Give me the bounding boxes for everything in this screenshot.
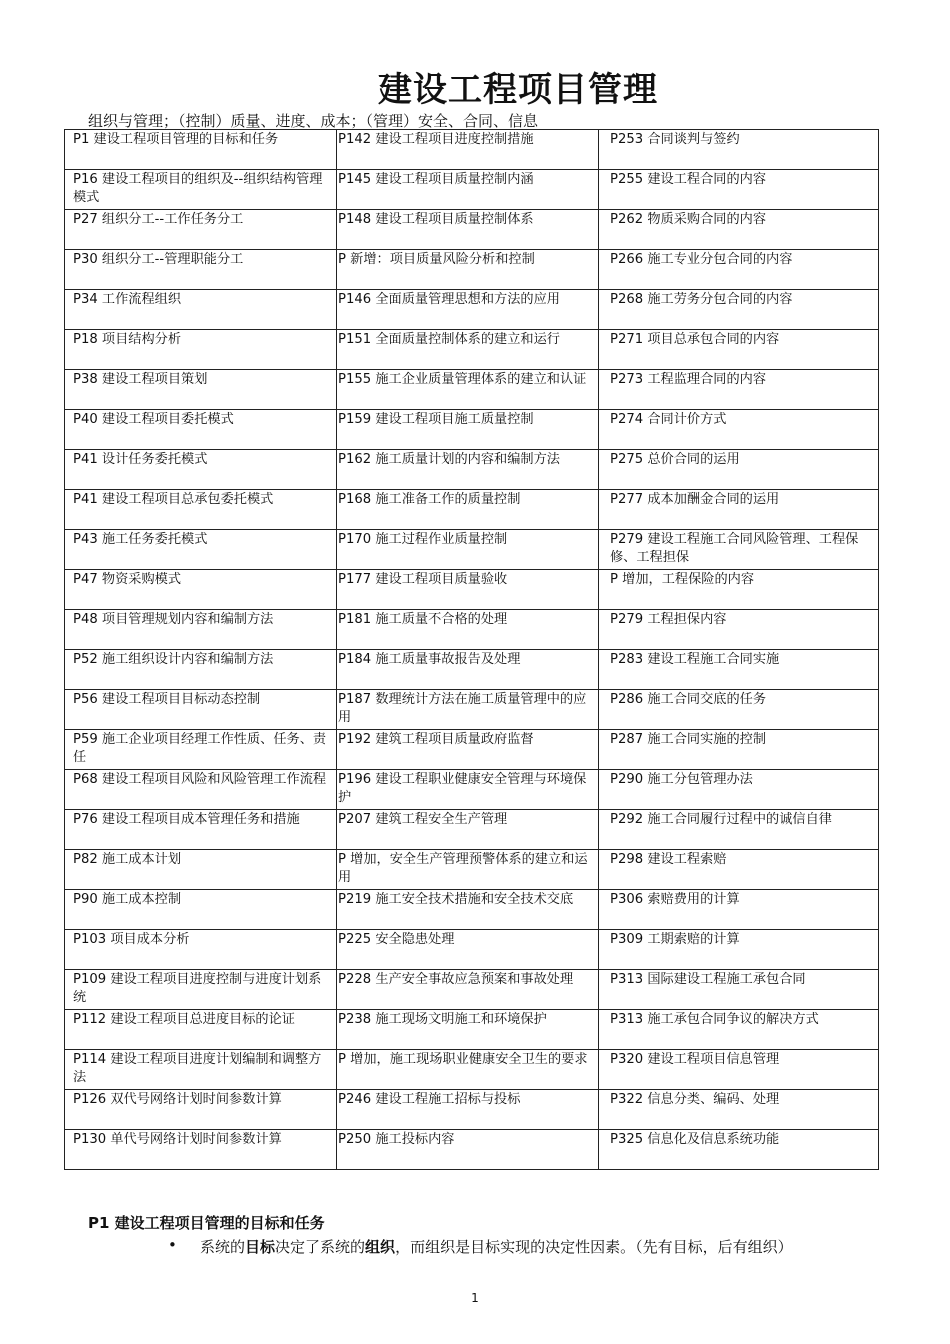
table-cell: P279 建设工程施工合同风险管理、工程保修、工程担保 xyxy=(599,530,879,570)
table-row xyxy=(65,530,879,570)
table-cell: P322 信息分类、编码、处理 xyxy=(599,1090,879,1130)
table-cell: P159 建设工程项目施工质量控制 xyxy=(337,410,599,450)
table-row xyxy=(65,970,879,1010)
table-cell: P225 安全隐患处理 xyxy=(337,930,599,970)
table-cell: P162 施工质量计划的内容和编制方法 xyxy=(337,450,599,490)
table-cell: P 增加，施工现场职业健康安全卫生的要求 xyxy=(337,1050,599,1090)
table-cell: P253 合同谈判与签约 xyxy=(599,130,879,170)
table-row xyxy=(65,130,879,170)
table-cell: P286 施工合同交底的任务 xyxy=(599,690,879,730)
table-cell: P290 施工分包管理办法 xyxy=(599,770,879,810)
table-cell: P266 施工专业分包合同的内容 xyxy=(599,250,879,290)
table-cell: P170 施工过程作业质量控制 xyxy=(337,530,599,570)
table-cell: P 增加，工程保险的内容 xyxy=(599,570,879,610)
table-row xyxy=(65,650,879,690)
table-cell: P 增加，安全生产管理预警体系的建立和运用 xyxy=(337,850,599,890)
table-cell: P238 施工现场文明施工和环境保护 xyxy=(337,1010,599,1050)
table-cell: P16 建设工程项目的组织及--组织结构管理模式 xyxy=(65,170,337,210)
table-cell: P48 项目管理规划内容和编制方法 xyxy=(65,610,337,650)
table-cell: P43 施工任务委托模式 xyxy=(65,530,337,570)
table-row xyxy=(65,850,879,890)
table-cell: P103 项目成本分析 xyxy=(65,930,337,970)
table-cell: P41 设计任务委托模式 xyxy=(65,450,337,490)
table-cell: P47 物资采购模式 xyxy=(65,570,337,610)
bullet-text-part: 系统的 xyxy=(200,1238,246,1256)
table-cell: P262 物质采购合同的内容 xyxy=(599,210,879,250)
table-cell: P59 施工企业项目经理工作性质、任务、责任 xyxy=(65,730,337,770)
page-number: 1 xyxy=(471,1291,479,1305)
table-cell: P1 建设工程项目管理的目标和任务 xyxy=(65,130,337,170)
table-cell: P52 施工组织设计内容和编制方法 xyxy=(65,650,337,690)
bullet-text xyxy=(200,1236,793,1257)
table-cell: P82 施工成本计划 xyxy=(65,850,337,890)
table-cell: P130 单代号网络计划时间参数计算 xyxy=(65,1130,337,1170)
table-cell: P325 信息化及信息系统功能 xyxy=(599,1130,879,1170)
table-row xyxy=(65,490,879,530)
table-cell: P76 建设工程项目成本管理任务和措施 xyxy=(65,810,337,850)
table-row xyxy=(65,890,879,930)
table-cell: P292 施工合同履行过程中的诚信自律 xyxy=(599,810,879,850)
table-row xyxy=(65,690,879,730)
table-cell: P40 建设工程项目委托模式 xyxy=(65,410,337,450)
table-row xyxy=(65,810,879,850)
table-cell: P114 建设工程项目进度计划编制和调整方法 xyxy=(65,1050,337,1090)
table-cell: P228 生产安全事故应急预案和事故处理 xyxy=(337,970,599,1010)
bullet-bold-organization: 组织 xyxy=(365,1238,396,1256)
table-cell: P271 项目总承包合同的内容 xyxy=(599,330,879,370)
table-cell: P246 建设工程施工招标与投标 xyxy=(337,1090,599,1130)
table-cell: P151 全面质量控制体系的建立和运行 xyxy=(337,330,599,370)
table-cell: P268 施工劳务分包合同的内容 xyxy=(599,290,879,330)
table-row xyxy=(65,570,879,610)
table-cell: P192 建筑工程项目质量政府监督 xyxy=(337,730,599,770)
table-cell: P279 工程担保内容 xyxy=(599,610,879,650)
table-row xyxy=(65,330,879,370)
table-cell: P68 建设工程项目风险和风险管理工作流程 xyxy=(65,770,337,810)
table-cell: P30 组织分工--管理职能分工 xyxy=(65,250,337,290)
table-row xyxy=(65,1130,879,1170)
contents-table-body xyxy=(65,130,879,1170)
table-cell: P313 施工承包合同争议的解决方式 xyxy=(599,1010,879,1050)
table-cell: P196 建设工程职业健康安全管理与环境保护 xyxy=(337,770,599,810)
table-cell: P287 施工合同实施的控制 xyxy=(599,730,879,770)
document-subtitle: 组织与管理；（控制）质量、进度、成本；（管理）安全、合同、信息 xyxy=(88,112,539,130)
table-cell: P277 成本加酬金合同的运用 xyxy=(599,490,879,530)
table-row xyxy=(65,930,879,970)
table-cell: P126 双代号网络计划时间参数计算 xyxy=(65,1090,337,1130)
table-cell: P38 建设工程项目策划 xyxy=(65,370,337,410)
table-row xyxy=(65,370,879,410)
table-cell: P41 建设工程项目总承包委托模式 xyxy=(65,490,337,530)
table-cell: P146 全面质量管理思想和方法的应用 xyxy=(337,290,599,330)
table-cell: P275 总价合同的运用 xyxy=(599,450,879,490)
table-cell: P 新增：项目质量风险分析和控制 xyxy=(337,250,599,290)
table-row xyxy=(65,770,879,810)
table-cell: P142 建设工程项目进度控制措施 xyxy=(337,130,599,170)
table-cell: P145 建设工程项目质量控制内涵 xyxy=(337,170,599,210)
table-cell: P177 建设工程项目质量验收 xyxy=(337,570,599,610)
bullet-text-part: 决定了系统的 xyxy=(275,1238,366,1256)
table-row xyxy=(65,450,879,490)
bullet-bold-goal: 目标 xyxy=(245,1238,276,1256)
bullet-text-part: ，而组织是目标实现的决定性因素。（先有目标，后有组织） xyxy=(395,1238,793,1256)
table-cell: P274 合同计价方式 xyxy=(599,410,879,450)
table-cell: P283 建设工程施工合同实施 xyxy=(599,650,879,690)
table-row xyxy=(65,1050,879,1090)
table-cell: P184 施工质量事故报告及处理 xyxy=(337,650,599,690)
section-heading: P1 建设工程项目管理的目标和任务 xyxy=(88,1214,325,1232)
table-cell: P250 施工投标内容 xyxy=(337,1130,599,1170)
table-row xyxy=(65,730,879,770)
table-cell: P320 建设工程项目信息管理 xyxy=(599,1050,879,1090)
table-cell: P309 工期索赔的计算 xyxy=(599,930,879,970)
table-cell: P148 建设工程项目质量控制体系 xyxy=(337,210,599,250)
document-title: 建设工程项目管理 xyxy=(378,70,658,110)
table-cell: P181 施工质量不合格的处理 xyxy=(337,610,599,650)
bullet-dot: • xyxy=(168,1236,177,1254)
table-cell: P109 建设工程项目进度控制与进度计划系统 xyxy=(65,970,337,1010)
table-cell: P219 施工安全技术措施和安全技术交底 xyxy=(337,890,599,930)
table-cell: P306 索赔费用的计算 xyxy=(599,890,879,930)
table-row xyxy=(65,250,879,290)
contents-table xyxy=(64,129,879,1170)
table-cell: P90 施工成本控制 xyxy=(65,890,337,930)
table-cell: P298 建设工程索赔 xyxy=(599,850,879,890)
table-row xyxy=(65,1090,879,1130)
table-cell: P27 组织分工--工作任务分工 xyxy=(65,210,337,250)
table-cell: P56 建设工程项目目标动态控制 xyxy=(65,690,337,730)
table-row xyxy=(65,610,879,650)
table-cell: P273 工程监理合同的内容 xyxy=(599,370,879,410)
table-row xyxy=(65,290,879,330)
table-row xyxy=(65,170,879,210)
table-cell: P168 施工准备工作的质量控制 xyxy=(337,490,599,530)
table-cell: P18 项目结构分析 xyxy=(65,330,337,370)
table-row xyxy=(65,410,879,450)
table-cell: P34 工作流程组织 xyxy=(65,290,337,330)
table-cell: P187 数理统计方法在施工质量管理中的应用 xyxy=(337,690,599,730)
table-row xyxy=(65,1010,879,1050)
table-cell: P112 建设工程项目总进度目标的论证 xyxy=(65,1010,337,1050)
table-cell: P207 建筑工程安全生产管理 xyxy=(337,810,599,850)
table-cell: P255 建设工程合同的内容 xyxy=(599,170,879,210)
table-cell: P313 国际建设工程施工承包合同 xyxy=(599,970,879,1010)
table-row xyxy=(65,210,879,250)
table-cell: P155 施工企业质量管理体系的建立和认证 xyxy=(337,370,599,410)
